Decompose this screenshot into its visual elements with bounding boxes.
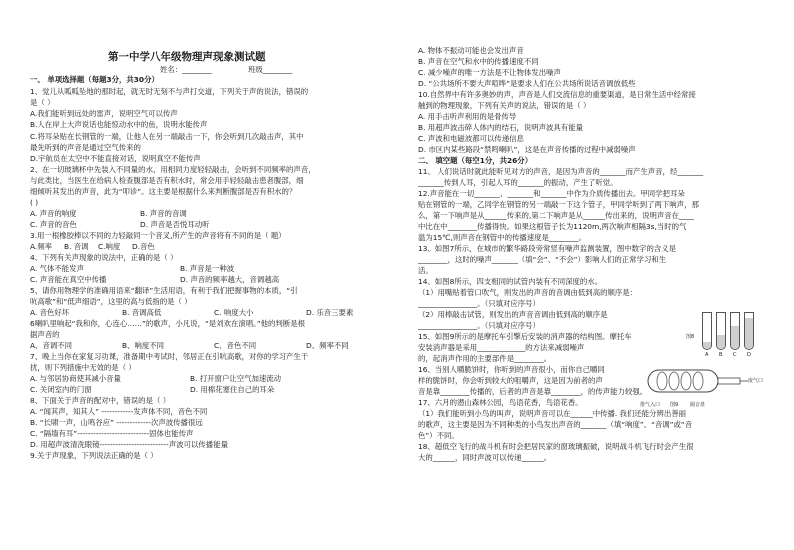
right-column — [418, 0, 774, 550]
section-heading-choice: 一、 单项选择题（每题3分，共30分） — [30, 75, 159, 84]
question-text: 是（ ） — [30, 98, 55, 107]
option: B. 音调 — [64, 242, 89, 251]
class-field-label: 班级________ — [248, 65, 293, 74]
question-text: 14、如图8所示，四支相同的试管内装有不同深度的水。 — [418, 277, 603, 286]
question-text: 色”）不同。 — [418, 431, 459, 440]
option-text: B.人在岸上大声说话也能惊动水中的鱼，说明水能传声 — [30, 120, 208, 129]
page-title: 第一中学八年级物理声现象测试题 — [108, 51, 266, 63]
option-text: A. “闻其声，知其人” ------------发声体不同，音色不同 — [30, 407, 208, 416]
option-text: C. 减少噪声的唯一方法是不让物体发出噪声 — [418, 68, 561, 77]
question-text: 么，第一下响声是从______传来的,第二下响声是从______传出来的，说明声音在____ — [418, 211, 694, 220]
question-text: 10.自然界中有许多奥妙的声，声音是人们交流信息的重要渠道，是日常生活中经常接 — [418, 90, 696, 99]
figure-8-caption: 图8 — [686, 334, 695, 340]
section-heading-fill: 二、 填空题（每空1分，共26分） — [418, 156, 533, 165]
option-text: A. 用手击听声利用的是骨传导 — [418, 112, 517, 121]
question-text: （1）我们能听到小鸟的叫声，说明声音可以在______中传播. 我们还能分辨出善丽 — [418, 409, 687, 418]
name-field-label: 姓名：________ — [160, 65, 212, 74]
option-row — [30, 219, 210, 230]
option-text: B. 用超声波击碎人体内的结石，说明声波具有能量 — [418, 123, 583, 132]
option-row — [30, 384, 274, 395]
question-text: ________________。（只填对应序号） — [418, 299, 540, 308]
option-text: C.将耳朵贴在长钢管的一端，让他人在另一端敲击一下，你会听到几次敲击声，其中 — [30, 132, 304, 141]
question-text: 17、六月的潜山森林公园，鸟语花香，鸟语花香。 — [418, 398, 583, 407]
question-text: 大的______，同时声波可以传递______。 — [418, 453, 552, 462]
left-column — [30, 0, 396, 550]
option: D. 用棉花塞住自己的耳朵 — [190, 385, 275, 394]
inlet-label: 排气入口 — [640, 402, 661, 408]
option: C. 关闭室内的门窗 — [30, 385, 92, 394]
option: B. 声音的音调 — [140, 209, 187, 218]
option-text: B. 声音在空气和水中的传播速度不同 — [418, 57, 539, 66]
question-text: ________，这时的噪声_______（填“会”、“不会”）影响人们的正常学习和生 — [418, 255, 667, 264]
figure-9-muffler — [640, 362, 770, 410]
option-text: A. 物体不振动可能也会发出声音 — [418, 46, 524, 55]
option: D. 声音的频率越大，音调越高 — [180, 275, 280, 284]
option-row — [30, 340, 349, 351]
option: D.音色 — [132, 242, 155, 251]
question-text: 温为15℃,则声音在钢管中的传播速度是________。 — [418, 233, 586, 242]
option: A. 音色好坏 — [30, 308, 70, 317]
exhaust-label: 废气口 — [748, 378, 764, 384]
option: C、音色不同 — [214, 341, 257, 350]
option: C. 声音能在真空中传播 — [30, 275, 107, 284]
option-text: A.我们能听到远处的雷声，说明空气可以传声 — [30, 109, 178, 118]
question-text: 2、在一切玻璃杯中先装入不同量的水，用相同力度轻轻敲击，会听到不同频率的声音， — [30, 165, 316, 174]
question-text: 音是靠________传播的，后者的声音是靠________，的传声能力较强。 — [418, 387, 648, 396]
question-text: 1、觉儿从呱呱坠地的那时起，就无时无刻不与声打交道，下列关于声的说法，错误的 — [30, 87, 309, 96]
question-text: 3.用一根橡胶棒以不同的力轻敲同一个音叉,所产生的声音将有不同的是（ 题） — [30, 231, 286, 240]
water-level — [717, 335, 725, 349]
option-row — [30, 241, 155, 252]
option: B. 打开窗户让空气加速流动 — [190, 374, 282, 383]
option-row — [30, 263, 234, 274]
option-row — [30, 373, 281, 384]
question-text: 12.声音能在一切_______、_______和_______中作为介质传播出去。甲同学把耳朵 — [418, 189, 685, 198]
question-text: 4、下列有关声现象的说法中，正确的是（ ） — [30, 253, 178, 262]
option-row — [30, 208, 187, 219]
question-text: 15、如图9所示的是摩托车引擎后安装的消声器的结构图。摩托车 — [418, 332, 632, 341]
tube-label: B — [719, 352, 723, 358]
figure-8-test-tubes — [686, 312, 760, 362]
test-tube-c — [730, 312, 740, 350]
question-text: _______传到人耳，引起人耳的_______的振动，产生了听觉。 — [418, 178, 618, 187]
option: A. 与邻居协商使其减小音量 — [30, 374, 121, 383]
question-text: 11、 人们说话时就此能听见对方的声音，是因为声音的_______而产生声音，经_______ — [418, 167, 704, 176]
question-text: （2）用棒敲击试管，则发出的声音音调由低到高的顺序是 — [418, 310, 608, 319]
question-text: 13、如图7所示，在城市的繁华路段旁常竖有噪声监测装置，图中数字的含义是 — [418, 244, 677, 253]
water-level — [703, 342, 711, 349]
question-text: 贴在钢管的一端，乙同学在钢管的另一端敲一下这个管子，甲同学听到了两下响声，那 — [418, 200, 699, 209]
option: B. 音调高低 — [122, 308, 162, 317]
tube-label: D — [747, 352, 751, 358]
question-text: ________________。（只填对应序号） — [418, 321, 540, 330]
question-text: 中比在中________传播得快。如果这根管子长为1120m,两次响声相隔3s,当时的气 — [418, 222, 687, 231]
question-text: 8、下面关于声音的配对中，错误的是（ ） — [30, 396, 171, 405]
water-level — [745, 318, 753, 349]
option-text: D. 市区内某些路段“禁鸣喇叭”，这是在声音传播的过程中减弱噪声 — [418, 145, 636, 154]
option: A. 声音的响度 — [30, 209, 77, 218]
question-text: 样的脆饼时，你会听到较大的咀嚼声，这是因为前者的声 — [418, 376, 603, 385]
option-text: 最先听到的声音是通过空气传来的 — [30, 143, 141, 152]
option: B、响度不同 — [122, 341, 165, 350]
question-text: 吭高歌”和“低声细语”，这里的高与低指的是（ ） — [30, 297, 192, 306]
test-tube-a — [702, 312, 712, 350]
question-text: 的，起消声作用的主要部件是________。 — [418, 354, 552, 363]
option: A.频率 — [30, 242, 53, 251]
question-text: 据声音的 — [30, 330, 60, 339]
option-text: C. “隔墙有耳”---------------------------固体也能传声 — [30, 429, 194, 438]
question-text: 细倾听其发出的声音，此为“叩诊”。这主要是根据什么来判断腹部是否有积水的？ — [30, 187, 297, 196]
question-text: 的歌声，这主要是因为不同种类的小鸟发出声音的_______（填“响度”、“音调”或“音 — [418, 420, 693, 429]
option: A、音调不同 — [30, 341, 73, 350]
option: D. 乐音三要素 — [306, 308, 354, 317]
option: D. 声音是否悦耳动听 — [140, 220, 210, 229]
option: D、频率不同 — [306, 341, 349, 350]
option-text: D. 用超声波清洗眼镜--------------------------声波可以传播能量 — [30, 440, 228, 449]
option-text: B. “长啸一声，山鸣谷应” -------------次声波传播很远 — [30, 418, 203, 427]
question-text: 5、请你用物理学的准确用语来“翻译”生活用语，有利于我们把握事物的本质，“引 — [30, 286, 298, 295]
question-text: 18、超低空飞行的战斗机有时会把居民家的窗玻璃振破，说明战斗机飞行时会产生很 — [418, 442, 694, 451]
question-text: 16、当别人嚼脆饼时，你听到的声音很小，而你自己嚼同 — [418, 365, 605, 374]
option: B. 声音是一种波 — [180, 264, 235, 273]
option-text: C. 声波和电磁波都可以传递信息 — [418, 134, 524, 143]
test-tube-b — [716, 312, 726, 350]
test-tube-d — [744, 312, 754, 350]
option-row — [30, 274, 279, 285]
figure-9-caption: 图9 — [670, 402, 679, 408]
option: C. 声音的音色 — [30, 220, 77, 229]
question-text: 触到的物理现象，下列有关声的说法，错误的是（ ） — [418, 101, 591, 110]
question-text: 扰，则下列措施中无效的是（ ） — [30, 363, 136, 372]
question-text: 与此类比，当医生在给病人检查腹部是否有积水时，常会用手轻轻敲击患者腹部，细 — [30, 176, 304, 185]
question-text: 安装消声器是采用_____________的方法来减弱噪声 — [418, 343, 585, 352]
option: C. 响度大小 — [214, 308, 254, 317]
option: C.响度 — [98, 242, 121, 251]
question-text: 活。 — [418, 266, 433, 275]
water-level — [731, 326, 739, 349]
question-text: （1）用嘴贴着管口吹气，则发出的声音的音调由低到高的顺序是： — [418, 288, 638, 297]
option-row — [30, 307, 353, 318]
question-text: 6喇叭里响起“我和你，心连心……”的歌声，小凡说，“是刘欢在演唱。”他的判断是根 — [30, 319, 305, 328]
option-text: D. “公共场所不要大声喧哗”是要求人们在公共场所说话音调放低些 — [418, 79, 636, 88]
option: A. 气体不能发声 — [30, 264, 84, 273]
question-text: 7、晚上当你在家复习功课，准备期中考试时，邻居正在引吭高歌，对你的学习产生干 — [30, 352, 309, 361]
tube-label: C — [733, 352, 737, 358]
tube-label: A — [705, 352, 709, 358]
question-text: 9.关于声现象，下列说法正确的是（ ） — [30, 451, 158, 460]
option-text: D.宇航员在太空中不能直接对话，说明真空不能传声 — [30, 154, 201, 163]
question-text: ( ) — [30, 198, 39, 207]
core-label: 隔音盘 — [690, 402, 706, 408]
